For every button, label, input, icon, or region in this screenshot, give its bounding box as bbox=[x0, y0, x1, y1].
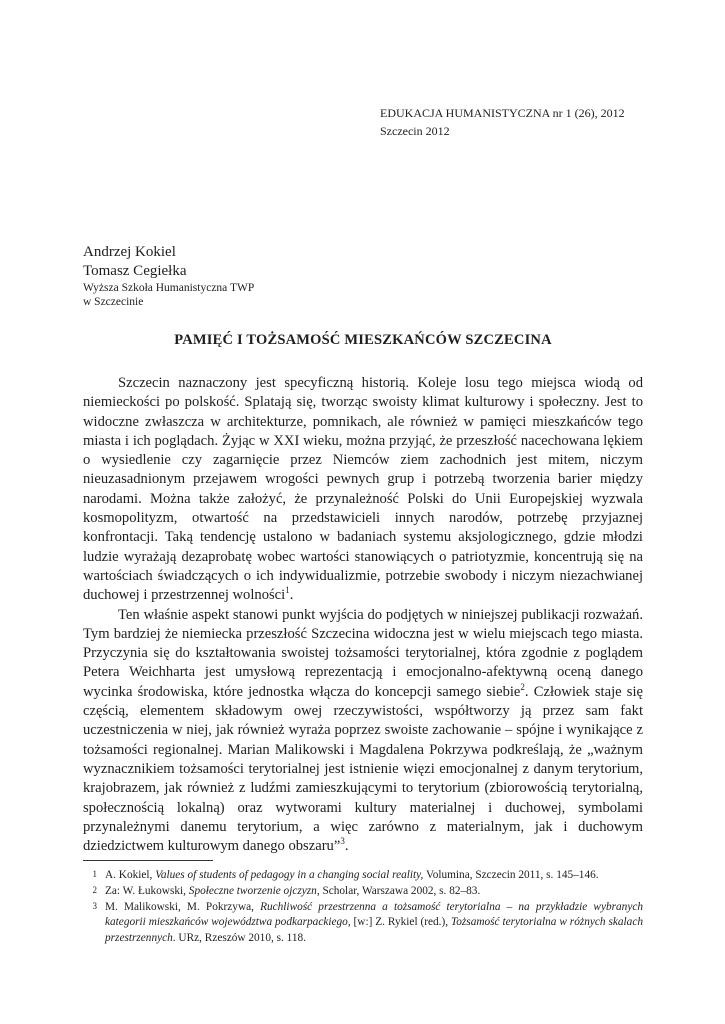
author-name: Andrzej Kokiel bbox=[83, 244, 176, 260]
footnote-text bbox=[105, 884, 643, 900]
footnote-publication: , Scholar, Warszawa 2002, s. 82–83. bbox=[316, 884, 481, 897]
paragraph-text: Ten właśnie aspekt stanowi punkt wyjścia do podjętych w niniejszej publikacji rozważań. Tym bardziej że niemiecka przeszłość Szczecina widoczna jest w wielu miejscach tego miasta. Przyczynia się do kształtowania swoistej tożsamości terytorialnej, która zgodnie z poglądem Petera Weichharta jest umysłową reprezentacją i emocjonalno-afektywną oceną danego wycinka środowiska, które jednostka włącza do koncepcji samego siebie bbox=[83, 606, 643, 700]
footnote-work-title: Społeczne tworzenie ojczyzn bbox=[188, 884, 317, 897]
affiliation-city: w Szczecinie bbox=[83, 296, 144, 308]
footnote-number: 1 bbox=[92, 869, 97, 879]
footnote-publication: . URz, Rzeszów 2010, s. 118. bbox=[172, 932, 307, 945]
footnote-ref[interactable]: 2 bbox=[520, 681, 525, 692]
paragraph-text: Szczecin naznaczony jest specyficzną historią. Koleje losu tego miejsca wiodą od niemieckości po polskość. Splatają się, tworząc swoisty klimat kulturowy i społeczny. Jest to widoczne zwłaszcza w architekturze, pomnikach, ale również w pamięci mieszkańców tego miasta i ich poglądach. Żyjąc w XXI wieku, można przyjąć, że przeszłość nacechowana lękiem o wysiedlenie czy zagarnięcie przez Niemców ziem zachodnich jest mitem, niczym nieuzasadnionym przejawem wrogości pewnych grup i potrzebą tworzenia barier między narodami. Można także założyć, że przynależność Polski do Unii Europejskiej wyzwala kosmopolityzm, otwartość na przedstawicieli innych narodów, potrzebę przyjaznej konfrontacji. Taką tendencję ustalono w badaniach systemu aksjologicznego, gdzie młodzi ludzie wyrażają dezaprobatę wobec wartości stanowiących o patriotyzmie, koncentrują się na wartościach świadczących o ich indywidualizmie, potrzebie swobody i niczym niezachwianej duchowej i przestrzennej wolności bbox=[83, 375, 643, 604]
footnote bbox=[83, 900, 643, 947]
footnote-text bbox=[105, 900, 643, 947]
article-body bbox=[83, 374, 643, 856]
footnotes bbox=[83, 868, 643, 947]
journal-issue: EDUKACJA HUMANISTYCZNA nr 1 (26), 2012 bbox=[380, 106, 625, 120]
article-title: PAMIĘĆ I TOŻSAMOŚĆ MIESZKAŃCÓW SZCZECINA bbox=[174, 332, 552, 348]
footnote-author: M. Malikowski, M. Pokrzywa, bbox=[105, 900, 261, 913]
footnote bbox=[83, 868, 643, 884]
footnote-work-title: Values of students of pedagogy in a changing social reality, bbox=[155, 869, 424, 881]
paragraph: Ten właśnie aspekt stanowi punkt wyjścia do podjętych w niniejszej publikacji rozważań. Tym bardziej że niemiecka przeszłość Szczecina widoczna jest w wielu miejscach tego miasta. Przyczynia się do kształtowania swoistej tożsamości terytorialnej, która zgodnie z poglądem Petera Weichharta jest umysłową reprezentacją i emocjonalno-afektywną oceną danego wycinka środowiska, które jednostka włącza do koncepcji samego siebie$^2$. Człowiek staje się częścią, elementem składowym owej rzeczywistości, współtworzy ją przez sam fakt uczestniczenia w niej, jak również wyraża poprzez swoiste zachowanie – spójne i wynikające z tożsamości regionalnej. Marian Malikowski i Magdalena Pokrzywa podkreślają, że „ważnym wyznacznikiem tożsamości terytorialnej jest istnienie więzi emocjonalnej z danym terytorium, krajobrazem, jak również z ludźmi zamieszkującymi to terytorium (zbiorowością terytorialną, społecznością lokalną) oraz wytworami kultury materialnej i duchowej, symbolami przynależnymi danemu terytorium, a więc zarówno z materialnym, jak i duchowym dziedzictwem kulturowym danego obszaru”$^3$. bbox=[83, 606, 643, 855]
journal-place-year: Szczecin 2012 bbox=[380, 124, 450, 138]
footnote-ref[interactable]: 3 bbox=[340, 836, 345, 847]
footnote-publication: Volumina, Szczecin 2011, s. 145–146. bbox=[423, 869, 599, 881]
footnote bbox=[83, 884, 643, 900]
footnote-number: 3 bbox=[92, 900, 97, 911]
affiliation: Wyższa Szkoła Humanistyczna TWP bbox=[83, 282, 255, 294]
author-block bbox=[83, 243, 643, 309]
footnote-text bbox=[105, 868, 643, 884]
footnote-work-title: Ruchliwość przestrzenna a tożsamość terytorialna – na przykładzie wybranych kategorii mieszkańców województwa podkarpackiego bbox=[105, 900, 643, 929]
paragraph-text: . Człowiek staje się częścią, elementem składowym owej rzeczywistości, współtworzy ją przez sam fakt uczestniczenia w niej, jak również wyraża poprzez swoiste zachowanie – spójne i wynikające z tożsamości regionalnej. Marian Malikowski i Magdalena Pokrzywa podkreślają, że „ważnym wyznacznikiem tożsamości terytorialnej jest istnienie więzi emocjonalnej z danym terytorium, krajobrazem, jak również z ludźmi zamieszkującymi to terytorium (zbiorowością terytorialną, społecznością lokalną) oraz wytworami kultury materialnej i duchowej, symbolami przynależnymi danemu terytorium, a więc zarówno z materialnym, jak i duchowym dziedzictwem kulturowym danego obszaru” bbox=[83, 683, 643, 855]
footnote-book-title: Tożsamość terytorialna w różnych skalach przestrzennych bbox=[105, 916, 643, 945]
footnote-number: 2 bbox=[92, 884, 97, 895]
footnote-author: A. Kokiel, bbox=[105, 869, 156, 881]
footnote-divider bbox=[83, 860, 213, 861]
author-name: Tomasz Cegiełka bbox=[83, 263, 187, 279]
paragraph: Szczecin naznaczony jest specyficzną historią. Koleje losu tego miejsca wiodą od niemieckości po polskość. Splatają się, tworząc swoisty klimat kulturowy i społeczny. Jest to widoczne zwłaszcza w architekturze, pomnikach, ale również w pamięci mieszkańców tego miasta i ich poglądach. Żyjąc w XXI wieku, można przyjąć, że przeszłość nacechowana lękiem o wysiedlenie czy zagarnięcie przez Niemców ziem zachodnich jest mitem, niczym nieuzasadnionym przejawem wrogości pewnych grup i potrzebą tworzenia barier między narodami. Można także założyć, że przynależność Polski do Unii Europejskiej wyzwala kosmopolityzm, otwartość na przedstawicieli innych narodów, potrzebę przyjaznej konfrontacji. Taką tendencję ustalono w badaniach systemu aksjologicznego, gdzie młodzi ludzie wyrażają dezaprobatę wobec wartości stanowiących o patriotyzmie, koncentrują się na wartościach świadczących o ich indywidualizmie, potrzebie swobody i niczym niezachwianej duchowej i przestrzennej wolności$^1$. bbox=[83, 375, 643, 604]
footnote-ref[interactable]: 1 bbox=[285, 585, 290, 596]
footnote-author: Za: W. Łukowski, bbox=[105, 884, 189, 897]
footnote-editor: , [w:] Z. Rykiel (red.), bbox=[347, 916, 452, 929]
journal-header bbox=[380, 104, 625, 140]
